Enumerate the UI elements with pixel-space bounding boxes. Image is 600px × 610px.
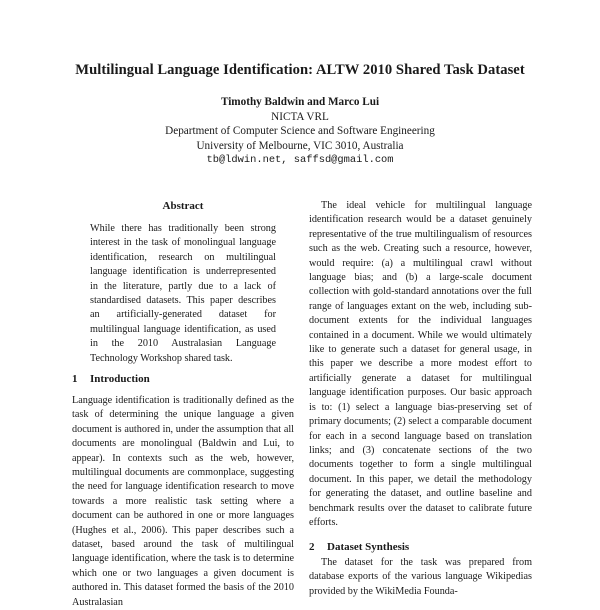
dataset-synthesis-text: The dataset for the task was prepared from database exports of the various language Wikipedias provided by the WikiMedia Founda-: [309, 557, 532, 597]
affiliation-department: Department of Computer Science and Software Engineering: [165, 125, 435, 137]
introduction-continued-text: The ideal vehicle for multilingual language identification research would be a dataset genuinely representative of the true multilingualism of resources such as the web. Creating such a resource, however, would require: (a) a multilingual crawl without language bias; and (b) a large-scale document collection with gold-standard annotations over the full range of languages extant on the web, including sub-document extents for the individual languages contained in a document. While we would ultimately like to generate such a dataset for general usage, in this paper we describe a more modest effort to artificially generate a dataset for multilingual language identification purposes. Our basic approach is to: (1) select a language bias-preserving set of primary documents; (2) select a comparable document for each in a second language based on translation links; and (3) concatenate sections of the two documents together to form a single multilingual document. In this paper, we detail the methodology for generating the dataset, and outline baseline and benchmark results over the dataset to calibrate future efforts.: [309, 200, 532, 528]
abstract-heading: Abstract: [162, 200, 204, 212]
abstract-text: While there has traditionally been strong interest in the task of monolingual language identification, research on multilingual language identification is underrepresented in the literature, partly due to a lack of standardised datasets. This paper describes an artificially-generated dataset for multilingual language identification, as used in the 2010 Australasian Language Technology Workshop shared task.: [90, 223, 276, 364]
section-heading-dataset-synthesis: [309, 540, 409, 554]
affiliation-address: University of Melbourne, VIC 3010, Australia: [196, 139, 404, 152]
introduction-text: Language identification is traditionally defined as the task of determining the unique language a given document is authored in, under the assumption that all documents are monolingual (Baldwin and Lui, to appear). In contexts such as the web, however, multilingual documents are commonplace, suggesting the need for language identification research to move towards a more realistic task setting where a document can be authored in one or more languages (Hughes et al., 2006). This paper describes such a dataset, based around the task of multilingual language identification, where the task is to determine which one or two languages a given document is authored in. This dataset formed the basis of the 2010 Australasian: [72, 395, 294, 608]
paper-title: Multilingual Language Identification: ALTW 2010 Shared Task Dataset: [75, 62, 525, 78]
author-emails: tb@ldwin.net, saffsd@gmail.com: [206, 154, 394, 166]
author-names: Timothy Baldwin and Marco Lui: [220, 96, 380, 108]
author-block: [40, 95, 560, 168]
section-title: Introduction: [90, 373, 150, 385]
section-number: 1: [72, 373, 78, 385]
section-title: Dataset Synthesis: [327, 541, 410, 553]
section-heading-introduction: [72, 372, 150, 386]
affiliation-org: NICTA VRL: [271, 110, 329, 123]
section-number: 2: [309, 541, 315, 553]
